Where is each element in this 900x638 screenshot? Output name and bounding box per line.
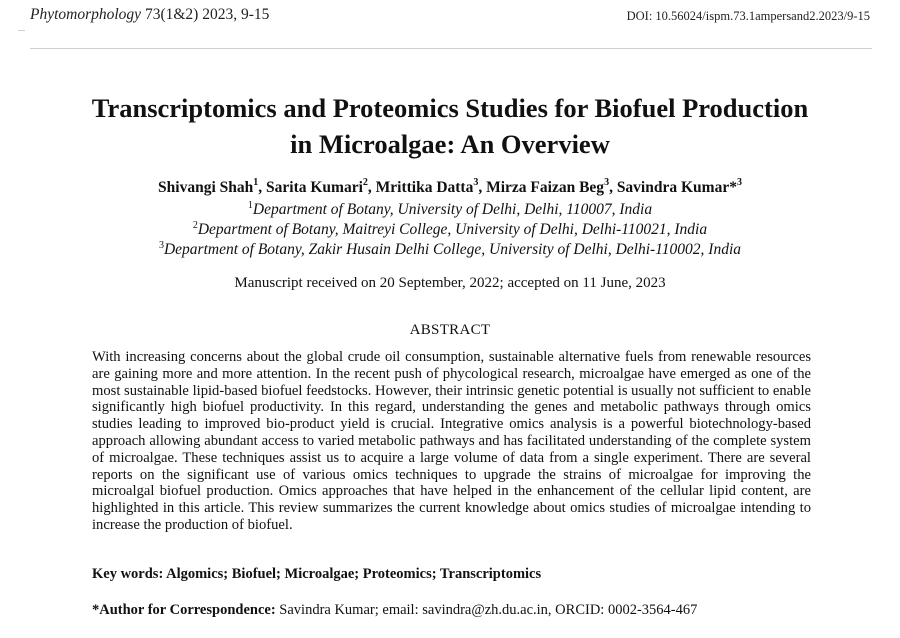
author-name: Shivangi Shah	[158, 179, 254, 197]
affiliation-text: Department of Botany, University of Delhi, Delhi, 110007, India	[252, 201, 653, 219]
journal-name: Phytomorphology	[30, 6, 142, 23]
author-list	[0, 178, 900, 197]
affiliation	[0, 220, 900, 239]
affiliation	[0, 240, 900, 259]
correspondence	[92, 602, 811, 619]
affiliation-mark: 1	[247, 200, 253, 211]
keywords: Key words: Algomics; Biofuel; Microalgae; Proteomics; Transcriptomics	[92, 566, 542, 582]
abstract-heading: ABSTRACT	[409, 322, 491, 338]
journal-citation	[30, 6, 269, 24]
author-separator: ,	[258, 179, 267, 197]
author-name: Sarita Kumari	[266, 179, 363, 197]
author-name: Savindra Kumar*	[616, 179, 737, 197]
affiliation-mark: 3	[158, 240, 164, 251]
author-separator: ,	[609, 179, 617, 197]
doi-link[interactable]: DOI: 10.56024/ispm.73.1ampersand2.2023/9-15	[626, 9, 870, 23]
title-line: in Microalgae: An Overview	[290, 129, 610, 159]
author-name: Mrittika Datta	[375, 179, 474, 197]
author-affiliation-mark: 2	[362, 177, 368, 188]
affiliation-text: Department of Botany, Maitreyi College, University of Delhi, Delhi-110021, India	[197, 221, 708, 239]
affiliation	[0, 200, 900, 219]
author-separator: ,	[478, 179, 487, 197]
author-separator: ,	[367, 179, 376, 197]
author-affiliation-mark: 3	[473, 177, 479, 188]
title-line: Transcriptomics and Proteomics Studies for Biofuel Production	[91, 93, 809, 123]
abstract-body: With increasing concerns about the global crude oil consumption, sustainable alternative fuels from renewable resources are gaining more and more attention. In the recent push of phycological research, microalgae have emerged as one of the most sustainable lipid-based biofuel feedstocks. However, their intrinsic genetic potential is usually not sufficient to enable significantly high biofuel productivity. In this regard, understanding the genes and metabolic pathways through omics studies leading to improved bio-product yield is crucial. Integrative omics analysis is a powerful biotechnology-based approach allowing abundant access to varied metabolic pathways and has facilitated understanding of the complete system of microalgae. These techniques assist us to acquire a large volume of data from a single experiment. There are several reports on the significant use of various omics techniques to upgrade the strains of microalgae for improving the microalgal biofuel production. Omics approaches that have helped in the enhancement of the cellular lipid content, are highlighted in this article. This review summarizes the current knowledge about omics studies of microalgae intending to increase the production of biofuel.	[92, 349, 811, 533]
author-affiliation-mark: 3	[736, 177, 742, 188]
correspondence-label: *Author for Correspondence:	[92, 602, 276, 618]
paper-title	[0, 90, 900, 162]
header-tick	[18, 30, 25, 31]
header-rule	[30, 48, 872, 49]
author-name: Mirza Faizan Beg	[486, 179, 605, 197]
manuscript-dates: Manuscript received on 20 September, 2022; accepted on 11 June, 2023	[234, 275, 666, 291]
page-header	[0, 0, 900, 40]
journal-issue: 73(1&2) 2023, 9-15	[141, 6, 270, 23]
affiliation-text: Department of Botany, Zakir Husain Delhi College, University of Delhi, Delhi-110002, India	[163, 241, 741, 259]
author-affiliation-mark: 3	[604, 177, 610, 188]
correspondence-details: Savindra Kumar; email: savindra@zh.du.ac.in, ORCID: 0002-3564-467	[275, 602, 698, 618]
affiliation-mark: 2	[192, 220, 198, 231]
author-affiliation-mark: 1	[253, 177, 259, 188]
